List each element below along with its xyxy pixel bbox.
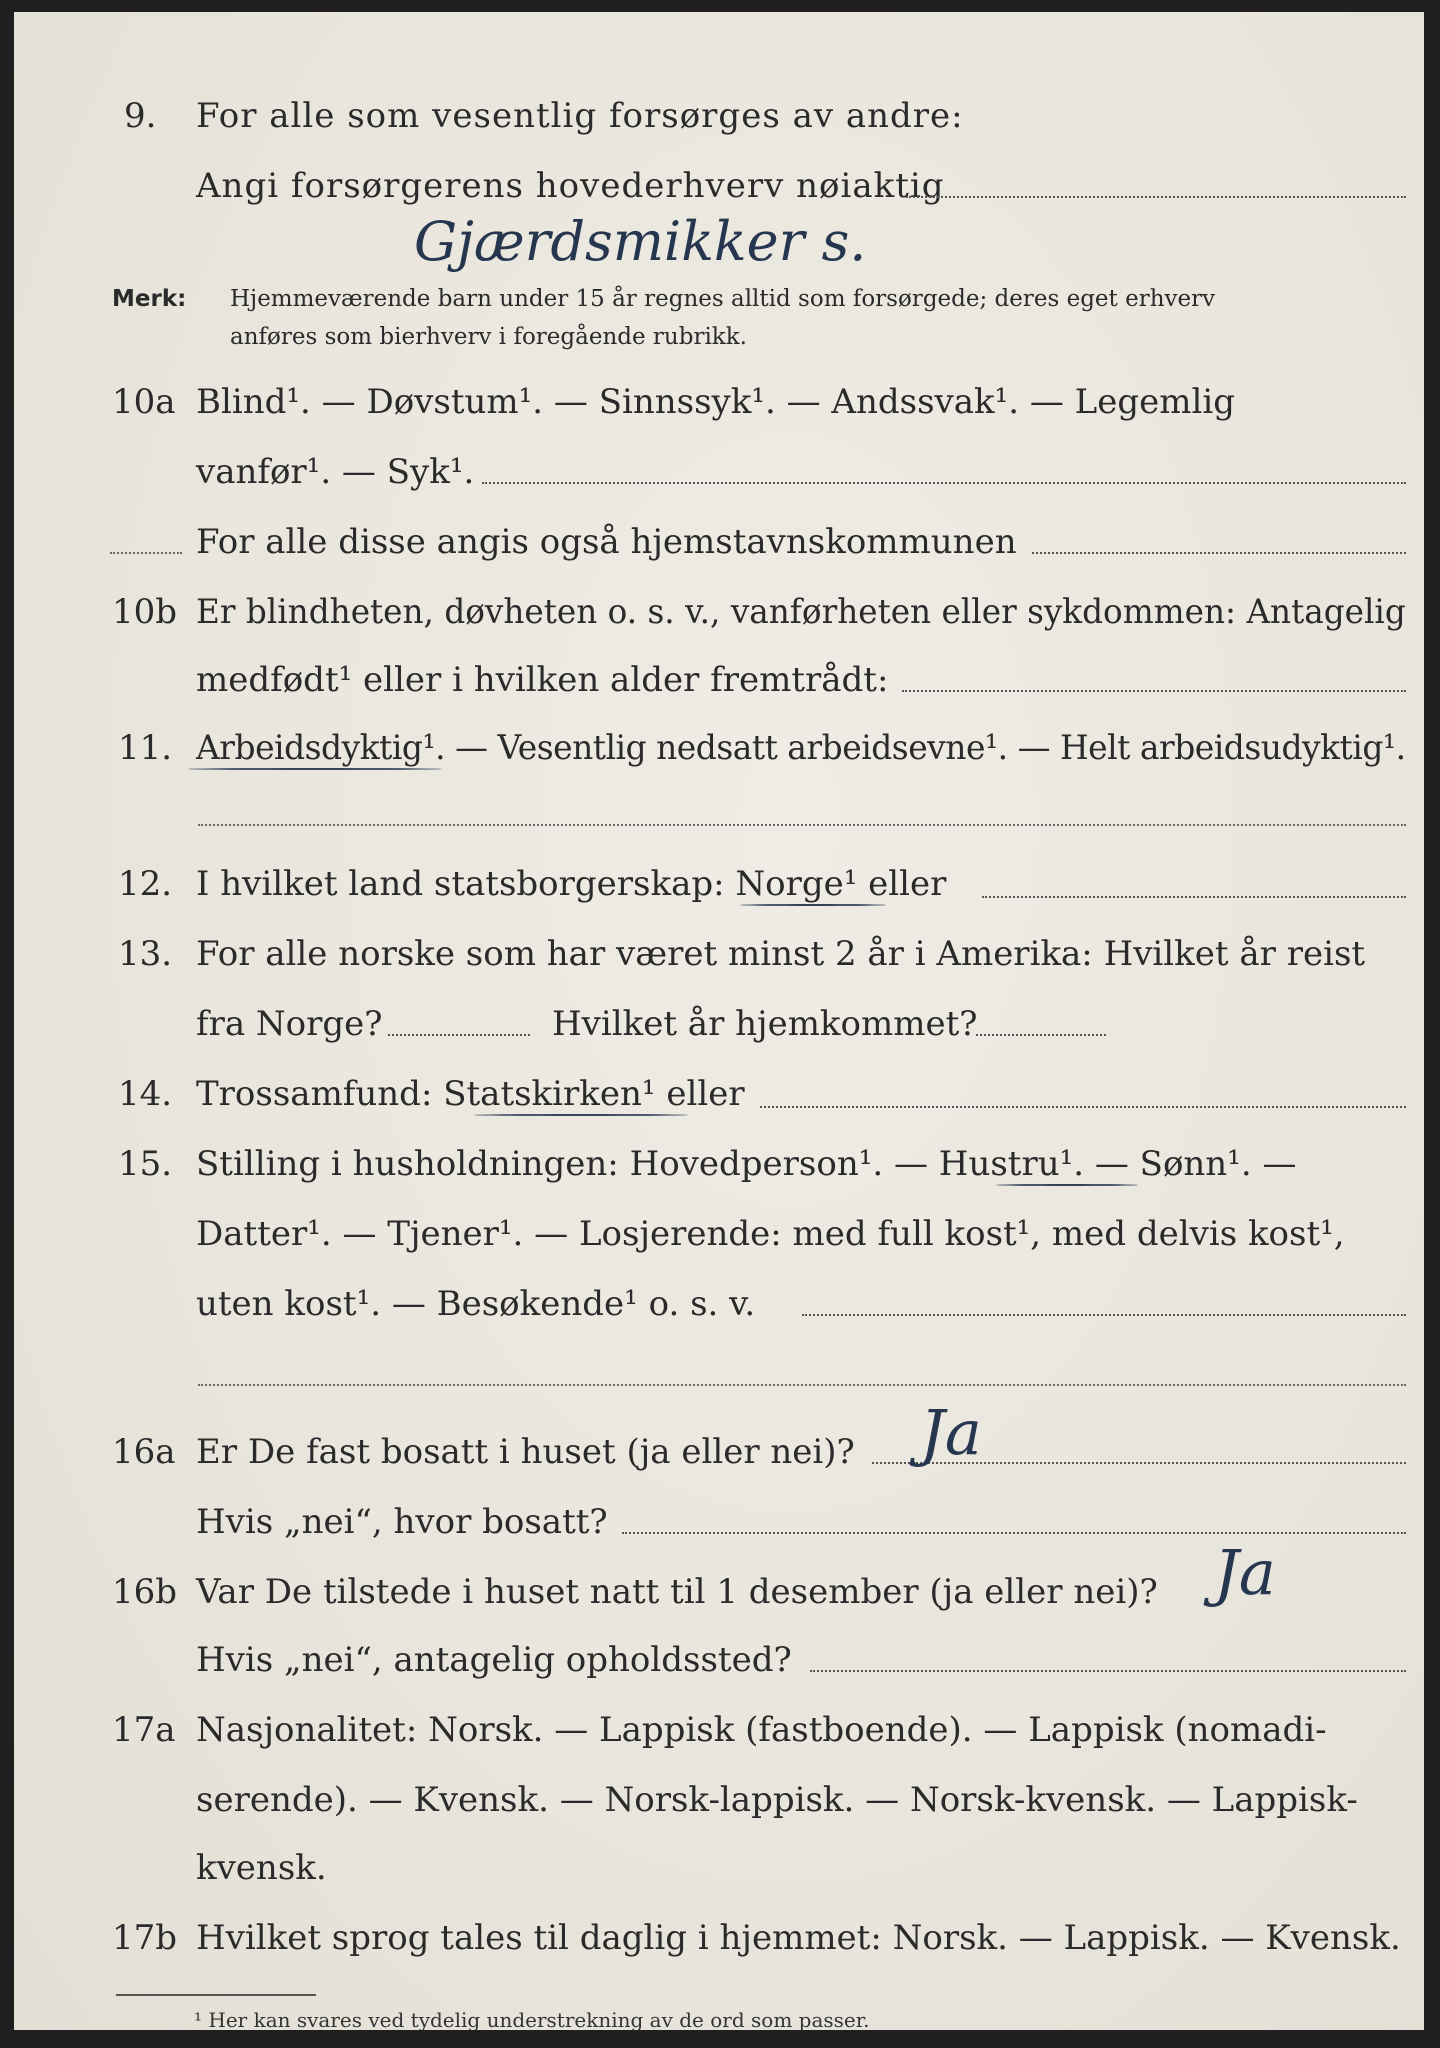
q13-line1: For alle norske som har været minst 2 år i Amerika: Hvilket år reist <box>196 934 1366 974</box>
q10a-line3: For alle disse angis også hjemstavnskommunen <box>196 522 1017 562</box>
q10a-dotline-2 <box>1032 552 1406 554</box>
q11-line1: Arbeidsdyktig¹. — Vesentlig nedsatt arbeidsevne¹. — Helt arbeidsudyktig¹. <box>196 728 1406 768</box>
q16a-number: 16a <box>112 1432 176 1472</box>
q10b-number: 10b <box>112 592 178 632</box>
q13-line2a: fra Norge? <box>196 1004 383 1044</box>
merk-label: Merk: <box>112 286 187 312</box>
q15-dotline-1 <box>802 1314 1406 1316</box>
q14-number: 14. <box>118 1074 173 1114</box>
q10b-line1: Er blindheten, døvheten o. s. v., vanførheten eller sykdommen: Antagelig <box>196 592 1406 632</box>
q13-line2b: Hvilket år hjemkommet? <box>552 1004 978 1044</box>
footnote-text: ¹ Her kan svares ved tydelig understrekning av de ord som passer. <box>194 2008 870 2030</box>
q16b-line2: Hvis „nei“, antagelig opholdssted? <box>196 1640 792 1680</box>
merk-line2: anføres som bierhverv i foregående rubrikk. <box>230 324 747 350</box>
q11-ink-underline <box>188 768 442 770</box>
q16a-line1: Er De fast bosatt i huset (ja eller nei)? <box>196 1432 855 1472</box>
footnote-rule <box>116 1994 316 1996</box>
q16a-line2: Hvis „nei“, hvor bosatt? <box>196 1502 608 1542</box>
q12-number: 12. <box>118 864 173 904</box>
census-form-paper <box>14 12 1424 2030</box>
q9-line2: Angi forsørgerens hovederhverv nøiaktig <box>196 166 945 206</box>
q9-handwritten-answer: Gjærdsmikker s. <box>414 210 867 273</box>
q12-ink-underline <box>740 904 886 906</box>
q10a-dotline-1 <box>482 482 1406 484</box>
q14-dotline <box>760 1106 1406 1108</box>
q15-line2: Datter¹. — Tjener¹. — Losjerende: med full kost¹, med delvis kost¹, <box>196 1214 1345 1254</box>
q17a-line2: serende). — Kvensk. — Norsk-lappisk. — Norsk-kvensk. — Lappisk- <box>196 1780 1358 1820</box>
q17a-number: 17a <box>112 1710 176 1750</box>
q9-answer-dotline <box>906 196 1406 198</box>
q10a-number: 10a <box>112 382 176 422</box>
q10a-margin-mark <box>110 552 182 554</box>
q17b-number: 17b <box>112 1918 178 1958</box>
q11-dotline <box>198 824 1406 826</box>
q16b-line1: Var De tilstede i huset natt til 1 desember (ja eller nei)? <box>196 1572 1158 1612</box>
q17a-line1: Nasjonalitet: Norsk. — Lappisk (fastboende). — Lappisk (nomadi- <box>196 1710 1327 1750</box>
q12-dotline <box>982 896 1406 898</box>
q17b-line1: Hvilket sprog tales til daglig i hjemmet: Norsk. — Lappisk. — Kvensk. <box>196 1918 1401 1958</box>
q16a-dotline-2 <box>622 1532 1406 1534</box>
q16a-handwritten-answer: Ja <box>920 1396 982 1469</box>
q14-line1: Trossamfund: Statskirken¹ eller <box>196 1074 745 1114</box>
q15-number: 15. <box>118 1144 173 1184</box>
q15-dotline-2 <box>198 1384 1406 1386</box>
q14-ink-underline <box>474 1114 688 1116</box>
q16b-handwritten-answer: Ja <box>1214 1536 1276 1609</box>
q15-ink-underline <box>996 1184 1138 1186</box>
q10a-line1: Blind¹. — Døvstum¹. — Sinnssyk¹. — Andssvak¹. — Legemlig <box>196 382 1235 422</box>
q13-number: 13. <box>118 934 173 974</box>
q16b-number: 16b <box>112 1572 178 1612</box>
q9-line1: For alle som vesentlig forsørges av andre: <box>196 96 964 136</box>
q15-line1: Stilling i husholdningen: Hovedperson¹. — Hustru¹. — Sønn¹. — <box>196 1144 1297 1184</box>
q10b-line2: medfødt¹ eller i hvilken alder fremtrådt: <box>196 660 889 700</box>
q13-dotline-2 <box>976 1034 1106 1036</box>
q16b-dotline <box>810 1670 1406 1672</box>
q11-number: 11. <box>118 728 173 768</box>
q12-line1: I hvilket land statsborgerskap: Norge¹ eller <box>196 864 947 904</box>
q9-number: 9. <box>124 96 157 136</box>
q17a-line3: kvensk. <box>196 1848 327 1888</box>
merk-line1: Hjemmeværende barn under 15 år regnes alltid som forsørgede; deres eget erhverv <box>230 286 1216 312</box>
q15-line3: uten kost¹. — Besøkende¹ o. s. v. <box>196 1284 756 1324</box>
q10b-dotline <box>902 690 1406 692</box>
q13-dotline-1 <box>388 1034 530 1036</box>
q10a-line2: vanfør¹. — Syk¹. <box>196 452 475 492</box>
